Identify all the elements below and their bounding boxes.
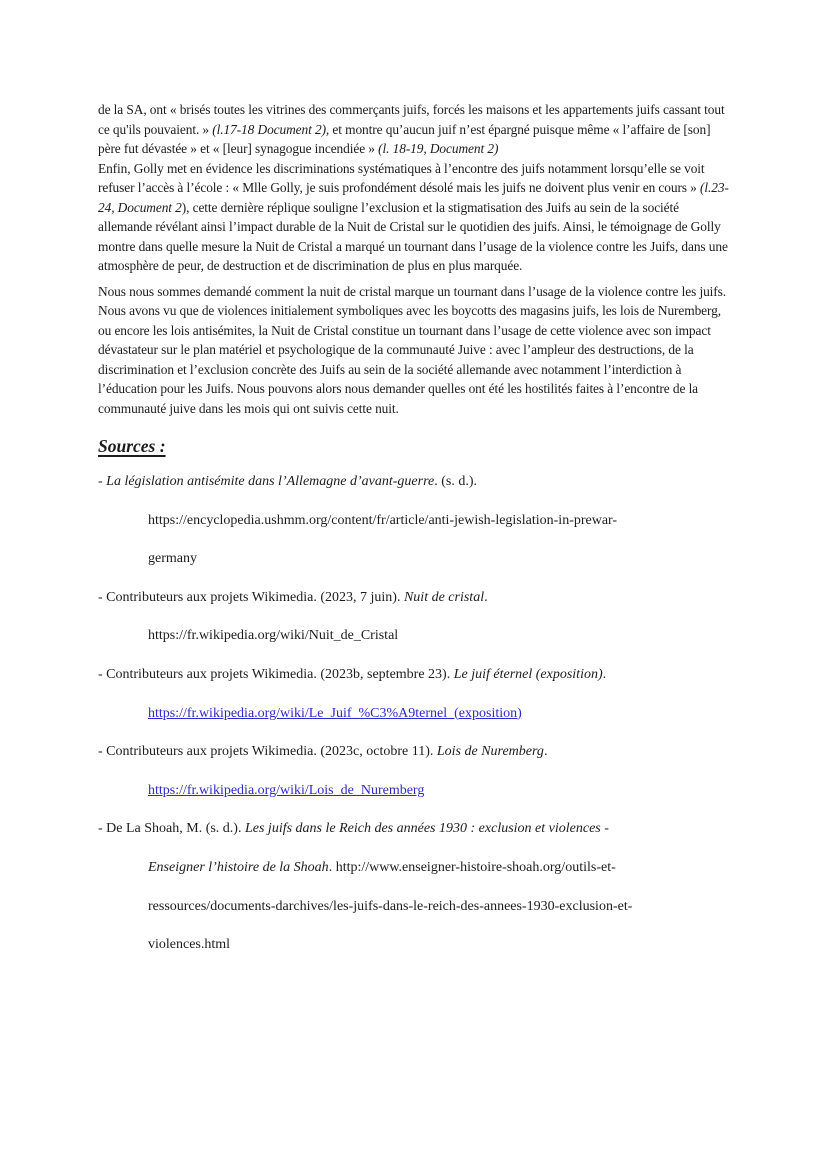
body-text-run: Nous nous sommes demandé comment la nuit de cristal marque un tournant dans l’usage de la violence contre les juifs. Nous avons vu que de violences initialement symboliques avec les boycotts des magasins juifs, les lois de Nuremberg, ou encore les lois antisémites, la Nuit de Cristal constitue un tournant dans l’usage de cette violence avec son impact dévastateur sur le plan matériel et psychologique de la communauté Juive : avec l’ampleur des destructions, de la discrimination et l’exclusion concrète des Juifs au sein de la société allemande avec notamment l’interdiction à l’éducation pour les Juifs. Nous pouvons alors nous demander quelles ont été les hostilités faites à l’encontre de la communauté juive dans les mois qui ont suivis cette nuit. [98, 283, 727, 416]
source-text: . [543, 744, 548, 760]
source-line [98, 617, 730, 656]
paragraph-conclusion [98, 282, 730, 419]
source-text: - Contributeurs aux projets Wikimedia. (2023c, octobre 11). [98, 744, 437, 760]
source-line [98, 695, 730, 734]
sources-list [98, 463, 730, 965]
source-title: Enseigner l’histoire de la Shoah [148, 859, 329, 875]
source-title: Lois de Nuremberg [436, 744, 544, 760]
source-line [98, 849, 730, 888]
body-text-run: Enfin, Golly met en évidence les discriminations systématiques à l’encontre des juifs notamment lorsqu’elle se voit refuser l’accès à l’école : « Mlle Golly, je suis profondément désolé mais les juifs ne doivent plus venir en cours » [98, 160, 705, 195]
body-text-run: de la SA, ont « brisés toutes les vitrines des commerçants juifs, forcés les maisons et les appartements juifs cassant tout ce qu'ils pouvaient. » [98, 102, 725, 137]
document-content [98, 100, 730, 965]
source-line [98, 502, 730, 541]
source-url-text: germany [148, 551, 197, 567]
citation-reference: (l.17-18 Document 2), [212, 121, 330, 137]
source-line [98, 888, 730, 927]
source-url-text: violences.html [148, 937, 231, 953]
citation-reference: (l. 18-19, Document 2) [378, 141, 499, 156]
body-text-run: et montre qu’aucun juif n’est épargné puisque même « l’affaire de [son] père fut dévastée » et « [leur] synagogue incendiée » [98, 121, 711, 156]
source-hyperlink[interactable]: https://fr.wikipedia.org/wiki/Le_Juif_%C3%A9ternel_(exposition) [148, 705, 522, 721]
source-line [98, 810, 730, 849]
source-line [98, 579, 730, 618]
source-text: - De La Shoah, M. (s. d.). [98, 821, 245, 837]
source-title: Les juifs dans le Reich des années 1930 : exclusion et violences - [244, 821, 609, 837]
source-entry-enseigner-shoah [98, 810, 730, 964]
source-title: Le juif éternel (exposition) [453, 666, 603, 682]
sources-heading-label: Sources : [98, 436, 166, 456]
source-text: - Contributeurs aux projets Wikimedia. (2023b, septembre 23). [98, 666, 454, 682]
source-line [98, 772, 730, 811]
citation-reference: (l.23-24, Document 2 [98, 180, 729, 215]
source-text: . [484, 589, 488, 605]
source-url-text: https://fr.wikipedia.org/wiki/Nuit_de_Cristal [148, 628, 399, 644]
source-entry-ushmm [98, 463, 730, 579]
source-text: . [602, 666, 607, 682]
source-line [98, 926, 730, 965]
source-text: - [98, 474, 107, 489]
source-line [98, 733, 730, 772]
source-text: - Contributeurs aux projets Wikimedia. (2023, 7 juin). [98, 589, 404, 605]
source-hyperlink[interactable]: https://fr.wikipedia.org/wiki/Lois_de_Nuremberg [148, 782, 425, 798]
source-line [98, 463, 730, 502]
source-url-text: https://encyclopedia.ushmm.org/content/fr/article/anti-jewish-legislation-in-prewar- [148, 512, 618, 528]
source-entry-wikipedia-lois-nuremberg [98, 733, 730, 810]
source-entry-wikipedia-juif-eternel [98, 656, 730, 733]
sources-heading [98, 435, 730, 457]
paragraph-testimony-analysis [98, 100, 730, 276]
source-text: . (s. d.). [434, 474, 477, 489]
source-entry-wikipedia-nuit-de-cristal [98, 579, 730, 656]
source-line [98, 540, 730, 579]
source-title: Nuit de cristal [403, 589, 485, 605]
source-line [98, 656, 730, 695]
source-url-text: . http://www.enseigner-histoire-shoah.org/outils-et- [328, 859, 616, 875]
source-url-text: ressources/documents-darchives/les-juifs-dans-le-reich-des-annees-1930-exclusion-et- [148, 898, 633, 914]
body-text-run: ), cette dernière réplique souligne l’exclusion et la stigmatisation des Juifs au sein de la société allemande révélant ainsi l’impact durable de la Nuit de Cristal sur le quotidien des juifs. Ainsi, le témoignage de Golly montre dans quelle mesure la Nuit de Cristal a marqué un tournant dans l’usage de la violence contre les Juifs, dans une atmosphère de peur, de destruction et de discrimination de plus en plus marquée. [98, 199, 728, 273]
source-title: La législation antisémite dans l’Allemagne d’avant-guerre [106, 474, 435, 489]
